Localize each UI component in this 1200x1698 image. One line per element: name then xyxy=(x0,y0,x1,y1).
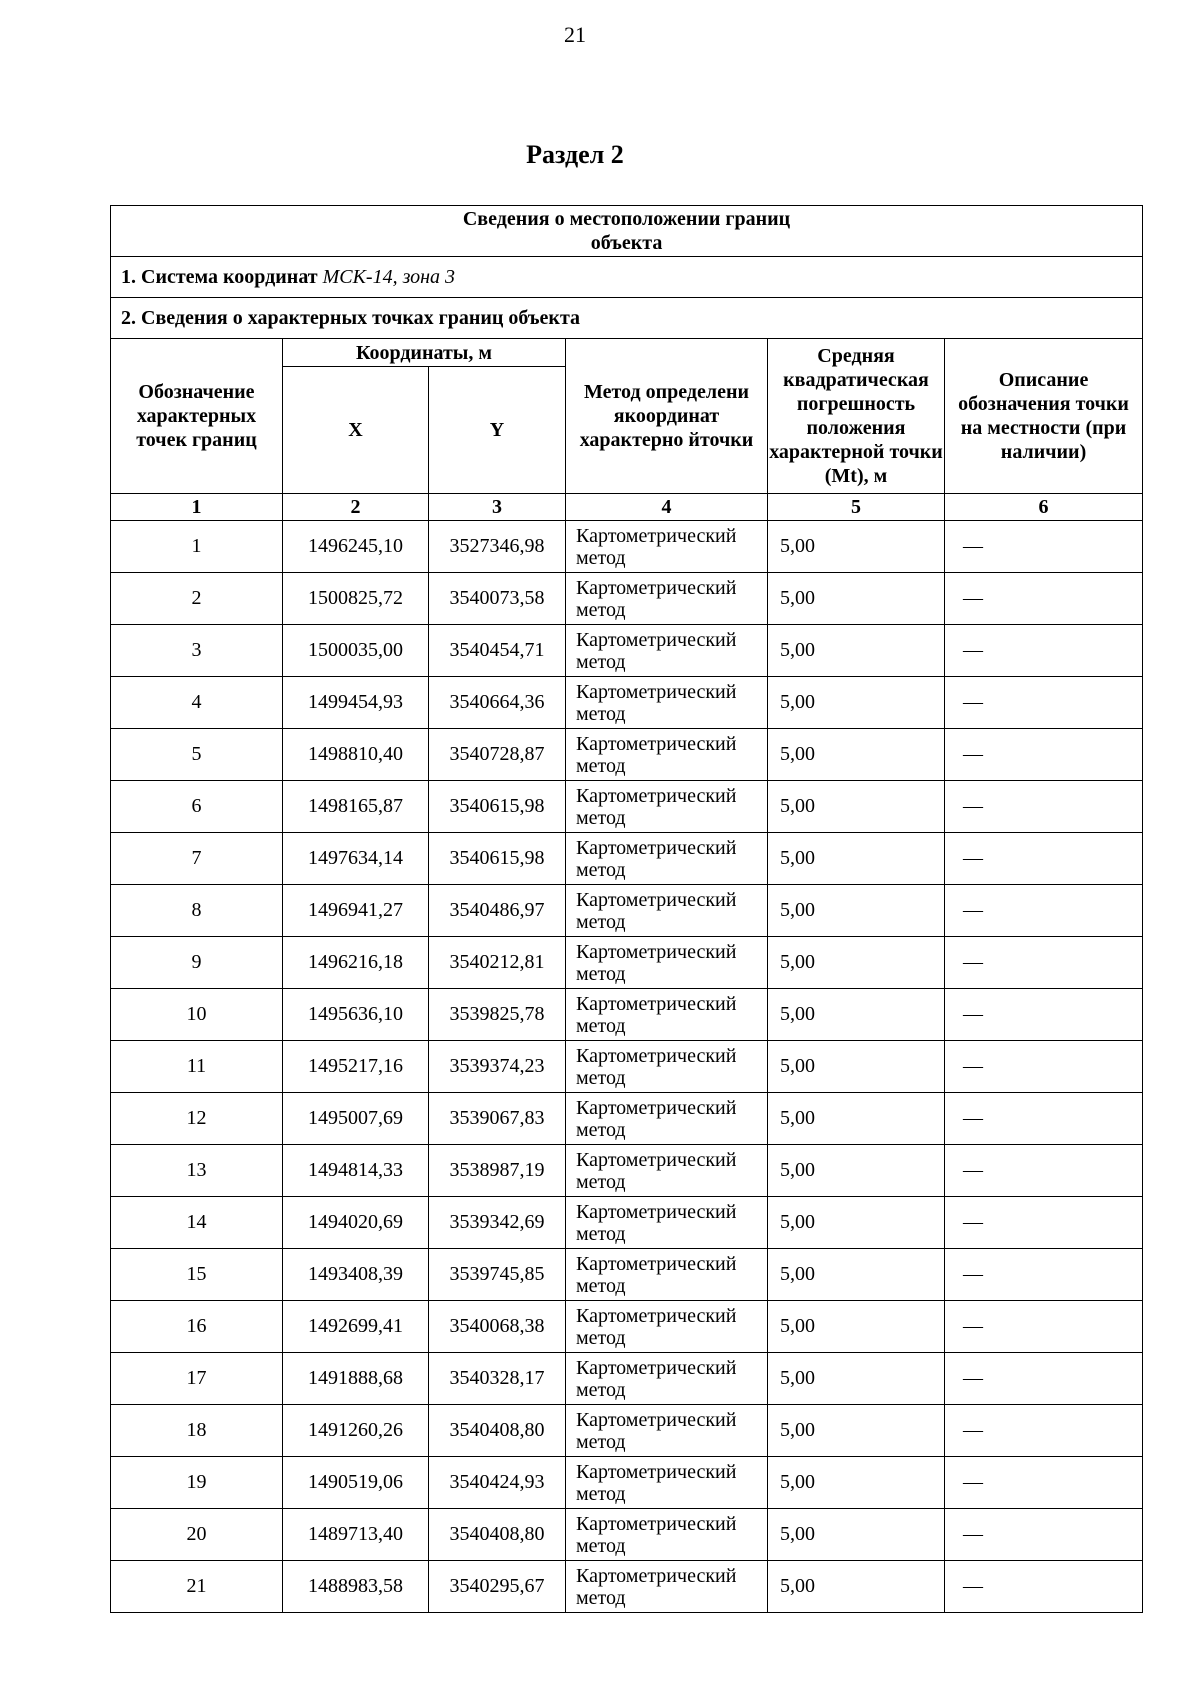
method-cell: Картометрический метод xyxy=(566,521,768,573)
y-coordinate-cell: 3539342,69 xyxy=(429,1197,566,1249)
accuracy-cell: 5,00 xyxy=(768,1041,945,1093)
method-cell: Картометрический метод xyxy=(566,989,768,1041)
accuracy-cell: 5,00 xyxy=(768,573,945,625)
point-number-cell: 3 xyxy=(111,625,283,677)
y-coordinate-cell: 3540328,17 xyxy=(429,1353,566,1405)
description-cell: — xyxy=(945,521,1143,573)
accuracy-cell: 5,00 xyxy=(768,1353,945,1405)
description-cell: — xyxy=(945,833,1143,885)
table-title-line1: Сведения о местоположении границ xyxy=(462,208,791,230)
accuracy-cell: 5,00 xyxy=(768,625,945,677)
y-coordinate-cell: 3540408,80 xyxy=(429,1405,566,1457)
method-cell: Картометрический метод xyxy=(566,573,768,625)
y-coordinate-cell: 3539825,78 xyxy=(429,989,566,1041)
point-number-cell: 17 xyxy=(111,1353,283,1405)
x-coordinate-cell: 1499454,93 xyxy=(283,677,429,729)
description-cell: — xyxy=(945,1249,1143,1301)
accuracy-cell: 5,00 xyxy=(768,989,945,1041)
y-coordinate-cell: 3540486,97 xyxy=(429,885,566,937)
accuracy-cell: 5,00 xyxy=(768,885,945,937)
point-number-cell: 6 xyxy=(111,781,283,833)
header-method: Метод определени якоординат характерно йточки xyxy=(566,339,768,494)
y-coordinate-cell: 3540615,98 xyxy=(429,833,566,885)
coordinate-system-label: 1. Система координат xyxy=(121,265,318,288)
point-number-cell: 7 xyxy=(111,833,283,885)
x-coordinate-cell: 1488983,58 xyxy=(283,1561,429,1613)
method-cell: Картометрический метод xyxy=(566,1353,768,1405)
method-cell: Картометрический метод xyxy=(566,937,768,989)
accuracy-cell: 5,00 xyxy=(768,729,945,781)
x-coordinate-cell: 1496941,27 xyxy=(283,885,429,937)
x-coordinate-cell: 1494814,33 xyxy=(283,1145,429,1197)
y-coordinate-cell: 3540073,58 xyxy=(429,573,566,625)
point-number-cell: 5 xyxy=(111,729,283,781)
header-description: Описание обозначения точки на местности (при наличии) xyxy=(945,339,1143,494)
accuracy-cell: 5,00 xyxy=(768,1301,945,1353)
accuracy-cell: 5,00 xyxy=(768,1093,945,1145)
x-coordinate-cell: 1497634,14 xyxy=(283,833,429,885)
method-cell: Картометрический метод xyxy=(566,1301,768,1353)
point-number-cell: 8 xyxy=(111,885,283,937)
method-cell: Картометрический метод xyxy=(566,1249,768,1301)
table-row xyxy=(111,1561,1143,1613)
y-coordinate-cell: 3540424,93 xyxy=(429,1457,566,1509)
table-row xyxy=(111,781,1143,833)
description-cell: — xyxy=(945,1197,1143,1249)
point-number-cell: 15 xyxy=(111,1249,283,1301)
x-coordinate-cell: 1490519,06 xyxy=(283,1457,429,1509)
y-coordinate-cell: 3539745,85 xyxy=(429,1249,566,1301)
point-number-cell: 11 xyxy=(111,1041,283,1093)
y-coordinate-cell: 3540454,71 xyxy=(429,625,566,677)
table-row xyxy=(111,573,1143,625)
column-number: 3 xyxy=(429,494,566,521)
x-coordinate-cell: 1495636,10 xyxy=(283,989,429,1041)
x-coordinate-cell: 1494020,69 xyxy=(283,1197,429,1249)
accuracy-cell: 5,00 xyxy=(768,781,945,833)
x-coordinate-cell: 1491888,68 xyxy=(283,1353,429,1405)
point-number-cell: 18 xyxy=(111,1405,283,1457)
point-number-cell: 16 xyxy=(111,1301,283,1353)
accuracy-cell: 5,00 xyxy=(768,521,945,573)
description-cell: — xyxy=(945,1301,1143,1353)
method-cell: Картометрический метод xyxy=(566,729,768,781)
point-number-cell: 1 xyxy=(111,521,283,573)
header-designation: Обозначение характерных точек границ xyxy=(111,339,283,494)
x-coordinate-cell: 1492699,41 xyxy=(283,1301,429,1353)
header-x: X xyxy=(283,367,429,494)
method-cell: Картометрический метод xyxy=(566,833,768,885)
description-cell: — xyxy=(945,1041,1143,1093)
table-title xyxy=(111,206,1143,257)
page-number: 21 xyxy=(564,22,586,47)
table-row xyxy=(111,1041,1143,1093)
section-title: Раздел 2 xyxy=(526,140,624,169)
table-row xyxy=(111,1197,1143,1249)
point-number-cell: 4 xyxy=(111,677,283,729)
y-coordinate-cell: 3538987,19 xyxy=(429,1145,566,1197)
column-number: 2 xyxy=(283,494,429,521)
description-cell: — xyxy=(945,677,1143,729)
accuracy-cell: 5,00 xyxy=(768,1145,945,1197)
accuracy-cell: 5,00 xyxy=(768,1249,945,1301)
y-coordinate-cell: 3527346,98 xyxy=(429,521,566,573)
method-cell: Картометрический метод xyxy=(566,1197,768,1249)
y-coordinate-cell: 3540615,98 xyxy=(429,781,566,833)
column-number: 4 xyxy=(566,494,768,521)
description-cell: — xyxy=(945,1457,1143,1509)
description-cell: — xyxy=(945,573,1143,625)
point-number-cell: 20 xyxy=(111,1509,283,1561)
point-number-cell: 13 xyxy=(111,1145,283,1197)
method-cell: Картометрический метод xyxy=(566,1509,768,1561)
method-cell: Картометрический метод xyxy=(566,625,768,677)
method-cell: Картометрический метод xyxy=(566,1457,768,1509)
x-coordinate-cell: 1496245,10 xyxy=(283,521,429,573)
table-row xyxy=(111,625,1143,677)
point-number-cell: 12 xyxy=(111,1093,283,1145)
table-row xyxy=(111,1145,1143,1197)
accuracy-cell: 5,00 xyxy=(768,1509,945,1561)
description-cell: — xyxy=(945,1093,1143,1145)
header-y: Y xyxy=(429,367,566,494)
y-coordinate-cell: 3540212,81 xyxy=(429,937,566,989)
x-coordinate-cell: 1500035,00 xyxy=(283,625,429,677)
y-coordinate-cell: 3540728,87 xyxy=(429,729,566,781)
method-cell: Картометрический метод xyxy=(566,1145,768,1197)
y-coordinate-cell: 3539067,83 xyxy=(429,1093,566,1145)
description-cell: — xyxy=(945,625,1143,677)
column-number: 1 xyxy=(111,494,283,521)
description-cell: — xyxy=(945,885,1143,937)
accuracy-cell: 5,00 xyxy=(768,1405,945,1457)
x-coordinate-cell: 1489713,40 xyxy=(283,1509,429,1561)
accuracy-cell: 5,00 xyxy=(768,833,945,885)
description-cell: — xyxy=(945,781,1143,833)
column-number: 6 xyxy=(945,494,1143,521)
x-coordinate-cell: 1498165,87 xyxy=(283,781,429,833)
table-row xyxy=(111,1301,1143,1353)
point-number-cell: 14 xyxy=(111,1197,283,1249)
x-coordinate-cell: 1498810,40 xyxy=(283,729,429,781)
points-heading: 2. Сведения о характерных точках границ объекта xyxy=(111,298,1143,339)
accuracy-cell: 5,00 xyxy=(768,1561,945,1613)
accuracy-cell: 5,00 xyxy=(768,937,945,989)
accuracy-cell: 5,00 xyxy=(768,1197,945,1249)
point-number-cell: 9 xyxy=(111,937,283,989)
table-row xyxy=(111,729,1143,781)
x-coordinate-cell: 1495007,69 xyxy=(283,1093,429,1145)
y-coordinate-cell: 3540068,38 xyxy=(429,1301,566,1353)
y-coordinate-cell: 3540664,36 xyxy=(429,677,566,729)
table-row xyxy=(111,1249,1143,1301)
description-cell: — xyxy=(945,937,1143,989)
y-coordinate-cell: 3539374,23 xyxy=(429,1041,566,1093)
boundary-points-table xyxy=(110,205,1143,1613)
table-row xyxy=(111,677,1143,729)
y-coordinate-cell: 3540408,80 xyxy=(429,1509,566,1561)
description-cell: — xyxy=(945,1561,1143,1613)
description-cell: — xyxy=(945,1353,1143,1405)
method-cell: Картометрический метод xyxy=(566,885,768,937)
coordinate-system-row xyxy=(111,257,1143,298)
x-coordinate-cell: 1496216,18 xyxy=(283,937,429,989)
table-row xyxy=(111,1509,1143,1561)
accuracy-cell: 5,00 xyxy=(768,677,945,729)
point-number-cell: 10 xyxy=(111,989,283,1041)
header-accuracy: Средняя квадратическая погрешность положения характерной точки (Mt), м xyxy=(768,339,945,494)
accuracy-cell: 5,00 xyxy=(768,1457,945,1509)
table-row xyxy=(111,885,1143,937)
table-row xyxy=(111,1353,1143,1405)
method-cell: Картометрический метод xyxy=(566,1041,768,1093)
table-row xyxy=(111,1405,1143,1457)
description-cell: — xyxy=(945,989,1143,1041)
column-number-row xyxy=(111,494,1143,521)
x-coordinate-cell: 1493408,39 xyxy=(283,1249,429,1301)
x-coordinate-cell: 1495217,16 xyxy=(283,1041,429,1093)
table-row xyxy=(111,521,1143,573)
table-row xyxy=(111,1457,1143,1509)
table-row xyxy=(111,833,1143,885)
table-row xyxy=(111,937,1143,989)
point-number-cell: 2 xyxy=(111,573,283,625)
x-coordinate-cell: 1500825,72 xyxy=(283,573,429,625)
column-number: 5 xyxy=(768,494,945,521)
header-coordinates: Координаты, м xyxy=(283,339,566,367)
x-coordinate-cell: 1491260,26 xyxy=(283,1405,429,1457)
description-cell: — xyxy=(945,729,1143,781)
method-cell: Картометрический метод xyxy=(566,677,768,729)
table-title-line2: объекта xyxy=(590,232,663,254)
table-row xyxy=(111,989,1143,1041)
method-cell: Картометрический метод xyxy=(566,1093,768,1145)
point-number-cell: 21 xyxy=(111,1561,283,1613)
method-cell: Картометрический метод xyxy=(566,781,768,833)
coordinate-system-value: МСК-14, зона 3 xyxy=(322,265,456,288)
y-coordinate-cell: 3540295,67 xyxy=(429,1561,566,1613)
method-cell: Картометрический метод xyxy=(566,1561,768,1613)
description-cell: — xyxy=(945,1145,1143,1197)
description-cell: — xyxy=(945,1509,1143,1561)
point-number-cell: 19 xyxy=(111,1457,283,1509)
description-cell: — xyxy=(945,1405,1143,1457)
method-cell: Картометрический метод xyxy=(566,1405,768,1457)
table-row xyxy=(111,1093,1143,1145)
